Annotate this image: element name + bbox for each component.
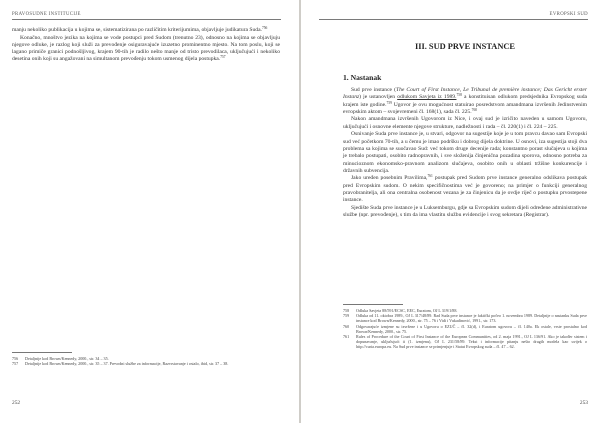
decision-link[interactable]: odlukom Savjeta iz 1989.: [397, 94, 457, 101]
footnote-text: Odluka od 11. oktobra 1989., OJ L 317/48/89. Rad Suda prve instance je faktički počeo 1. novembra 1989. Detaljnije o nastanku Suda prve instance kod Brown/Kennedy, 2000., str. 75 – 76 i Vidi i Vukadinović, 1991., str. 173.: [356, 313, 587, 324]
page-number-right: 253: [579, 400, 588, 406]
footnote-number: 757: [12, 361, 19, 367]
footnote-number: 761: [343, 334, 350, 340]
subsection-title: 1. Nastanak: [343, 73, 382, 82]
paragraph: manju nekoliko publikacija u kojima se, sistematizirana po različitim kriterijumima, objavljuje judikatura Suda.$^{756}$: [12, 26, 268, 33]
footnote-number: 760: [343, 323, 350, 329]
footnote-text: Detaljnije kod Brown/Kennedy, 2000., str. 34 – 35.: [25, 356, 109, 361]
footnote-number: 756: [12, 356, 19, 361]
footnote-text: Odgovarajuće izmjene su izvršene i u Ugovoru o EZUČ – čl. 32(d), i Euratom ugovoru – čl. 140a. Ek ostale, vrste prostalno kod Brown/Kennedy, 2000., str. 75.: [356, 323, 587, 334]
footnote-ref[interactable]: 756: [261, 26, 268, 30]
footnote-text: Detaljnije kod Brown/Kennedy, 2000., str. 35 – 37. Prevodni službe za informacije, Razvrstavanje i ostalo, ibid, str. 37 – 38.: [25, 361, 229, 367]
footnote: [343, 324, 587, 334]
footnote-ref[interactable]: 761: [427, 174, 433, 179]
header-rule-left: [12, 19, 281, 20]
footnotes-right: [343, 308, 587, 350]
paragraph: Sud prve instance (The Court of First Instance, Le Tribunal de première instance; Das Gericht erster Instanz) je ustanovljen odlukom Savjeta iz 1989.$^{758}$ a konstituisan odlukom predsjednika Evropskog suda krajem iste godine.$^{759}$ Ugovor je ovu mogućnost statuirao posredstvom amandmana izvršenih Jedinstvenim evropskim aktom – svojevremeni čl. 168(1), sada čl. 225.$^{760}$: [343, 87, 588, 115]
paragraph: Jako uređen posebnim Pravilima,$^{761}$ postupak pred Sudom prve instance generalno odslikava postupak pred Evropskim sudom. O nekim specifičnostima već je govoreno; na primjer o funkciji generalnog pravobranitelja, ali ona centralna osobenost vezana je za činjenicu da je ovdje riječ o postupku prvostepene instance.: [343, 174, 587, 204]
page-number-left: 252: [12, 400, 21, 406]
footnote-ref[interactable]: 758: [456, 93, 462, 98]
paragraph: Sjedište Suda prve instance je u Luksemburgu, gdje sa Evropskim sudom dijeli određene administrativne službe (npr. prevođenje), s tim da ima vlastitu službu evidencije i svog sekretara (Registrar).: [343, 204, 587, 219]
footnote-text: Rules of Procedure of the Court of First Instance of the European Communities, od 2. maja 1991., OJ L 136/91. Ako je također sistem i dopunavanje, uključujući ii (1. izmjenu), OJ L 231/58/89. Tekst i informacije pitanju nešto drugih modela kao uvijek o http://curia.europa.eu. Na Sud prve instance se primjenjuje i Statut Evropskog suda – čl. 47 – 62.: [356, 334, 587, 350]
right-body-text: [343, 87, 587, 220]
footnote-rule: [343, 304, 403, 305]
header-rule-right: [319, 19, 588, 20]
footnote-ref[interactable]: 759: [386, 100, 392, 105]
footnote-number: 759: [343, 313, 350, 319]
running-head-left: PRAVOSUDNE INSTITUCIJE: [12, 12, 81, 17]
running-head-right: EVROPSKI SUD: [549, 12, 588, 17]
footnote: [343, 313, 587, 323]
footnotes-left: [12, 356, 280, 366]
footnote-text: Odluka Savjeta 88/591/ECSC, EEC, Euratom, OJ L 319/1/88.: [356, 308, 458, 313]
footnote: [12, 361, 280, 366]
footnote: [343, 334, 587, 350]
paragraph: Osnivanje Suda prve instance je, u stvari, odgovor na sugestije koje je u tom pravcu davao sam Evropski sud već početkom 70-tih, a u čemu je imao podršku i dobrog dijela doktrine. U osnovi, iza sugestija stoji dva problema sa kojima se suočavao Sud: već tokom druge decenije rada; konstantno porast slučajeva u kojima je trebalo postupati, osobito radnopravnih, i sve složenija činjenična pozadina sporova, odnosno potreba za minucioznom ekonomsko-pravnom analizom slučajeva, osobito onih u oblasti tržišne konkurencije i državnih subvencija.: [343, 131, 587, 174]
paragraph: Konačno, mnoštvo jezika na kojima se vode postupci pred Sudom (trenutno 23), odnosno na kojima se objavljuju njegove odluke, je razlog koji služi za prevođenje osiguravajuće izuzetno prominentno mjesto. Na tom poslu, koji se lagano primiče granici podnošljivog, krajem 90-tih je radilo nešto manje od tristo prevodilaca, uključujući i nekoliko desetina onih koji su angažovani na simultanom prevođenju tokom usmenog dijela postupka.$^{757}$: [12, 34, 280, 63]
left-body-text: [12, 27, 280, 64]
section-title: III. SUD PRVE INSTANCE: [414, 42, 516, 51]
footnote-ref[interactable]: 760: [471, 107, 478, 112]
footnote-ref[interactable]: 757: [220, 55, 226, 60]
right-page: [301, 0, 600, 423]
footnote-rule: [12, 352, 72, 353]
footnote-number: 758: [343, 308, 350, 313]
paragraph: Nakon amandmana izvršenih Ugovorom iz Nice, i ovaj sud je izričito naveden u samom Ugovoru, uključujući i osnovne elemente njegove strukture, nadležnosti i rada – čl. 220(1) i čl. 224 – 225.: [343, 116, 587, 130]
left-page: [0, 0, 299, 423]
